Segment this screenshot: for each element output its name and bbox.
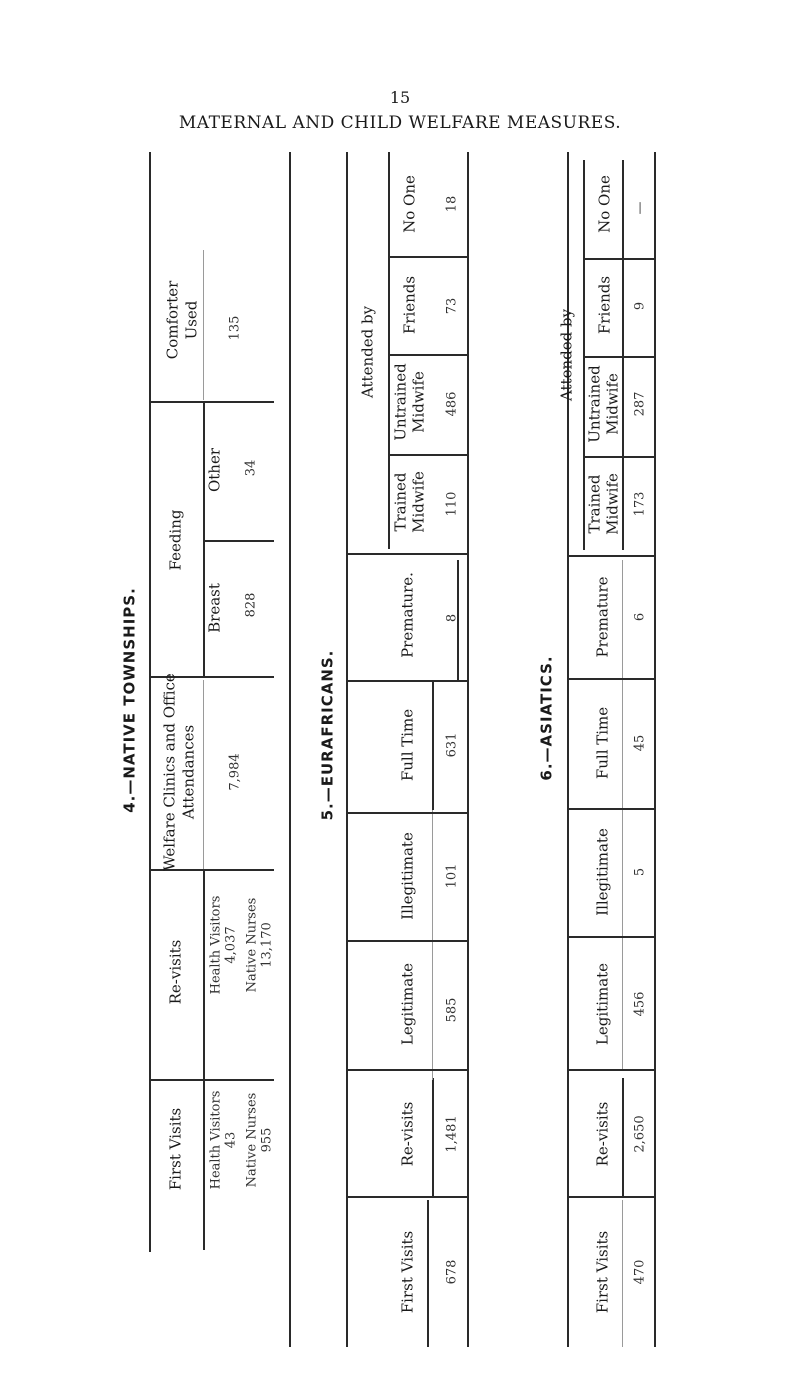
section6-row-line [567,936,654,938]
section4-border-left [149,152,151,1252]
page-title: MATERNAL AND CHILD WELFARE MEASURES. [178,113,622,133]
page-number: 15 [389,88,411,107]
section5-row-line [346,1196,467,1198]
section5-faint-line [432,810,433,1080]
section5-row-line [346,812,467,814]
section5-divider [388,152,390,549]
section5-border-right [467,152,469,1347]
section5-row-line [346,680,467,682]
section5-row-line [388,454,467,456]
section6-row-line [567,555,654,557]
section5-divider [427,1200,429,1347]
section-separator [289,152,291,1347]
section5-row-line [346,940,467,942]
section5-divider [432,680,434,810]
section6-row-line [567,678,654,680]
section6-divider [583,160,585,550]
section6-row-line [567,1069,654,1071]
section4-row-line [149,401,274,403]
section5-divider [432,1078,434,1198]
section6-row-line [583,356,654,358]
section6-row-line [583,258,654,260]
section6-divider [622,160,624,550]
section4-row-line [203,540,274,542]
section4-faint-line [203,250,204,400]
section6-row-line [567,1196,654,1198]
section5-row-line [346,553,467,555]
section4-divider [203,870,205,1250]
section4-faint-line [203,680,204,870]
section5-row-line [388,256,467,258]
section6-border-right [654,152,656,1347]
section4-row-line [149,1079,274,1081]
section6-faint-line [622,1200,623,1347]
section6-faint-line [622,560,623,1070]
section5-row-line [388,354,467,356]
section6-row-line [583,456,654,458]
section6-row-line [567,808,654,810]
section6-divider [622,1078,624,1198]
section5-row-line [346,1069,467,1071]
section5-border-left [346,152,348,1347]
